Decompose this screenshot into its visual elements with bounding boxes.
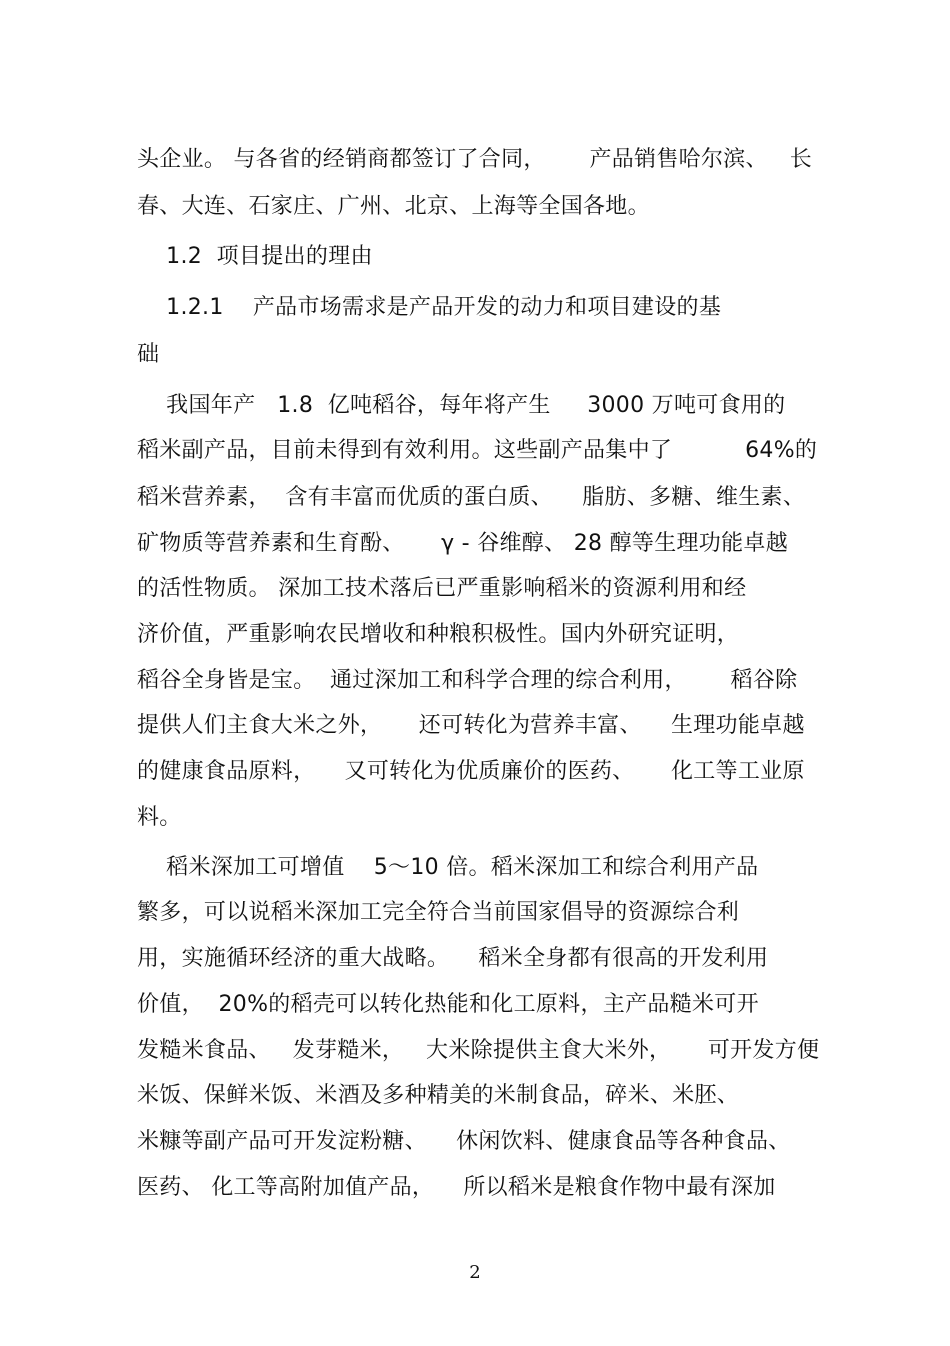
- text-line: 价值， 20%的稻壳可以转化热能和化工原料，主产品糙米可开: [137, 992, 759, 1017]
- text-line: 发糙米食品、 发芽糙米， 大米除提供主食大米外， 可开发方便: [137, 1038, 820, 1063]
- text-line: 料。: [137, 805, 182, 830]
- section-heading: 1.2 项目提出的理由: [137, 244, 373, 269]
- text-line: 的活性物质。 深加工技术落后已严重影响稻米的资源利用和经: [137, 576, 747, 601]
- text-line: 医药、 化工等高附加值产品， 所以稻米是粮食作物中最有深加: [137, 1175, 776, 1200]
- text-line: 米糠等副产品可开发淀粉糖、 休闲饮料、健康食品等各种食品、: [137, 1129, 791, 1154]
- text-line: 稻米副产品，目前未得到有效利用。这些副产品集中了 64%的: [137, 438, 818, 463]
- text-line: 济价值，严重影响农民增收和种粮积极性。国内外研究证明，: [137, 622, 740, 647]
- text-line: 稻米营养素， 含有丰富而优质的蛋白质、 脂肪、多糖、维生素、: [137, 485, 806, 510]
- text-line: 矿物质等营养素和生育酚、 γ - 谷维醇、 28 醇等生理功能卓越: [137, 531, 788, 556]
- text-line: 稻米深加工可增值 5～10 倍。稻米深加工和综合利用产品: [137, 855, 759, 880]
- text-line: 我国年产 1.8 亿吨稻谷，每年将产生 3000 万吨可食用的: [137, 393, 786, 418]
- subsection-heading-continued: 础: [137, 342, 160, 367]
- text-line: 头企业。 与各省的经销商都签订了合同， 产品销售哈尔滨、 长: [137, 147, 813, 172]
- text-line: 米饭、保鲜米饭、米酒及多种精美的米制食品，碎米、米胚、: [137, 1083, 740, 1108]
- text-line: 用，实施循环经济的重大战略。 稻米全身都有很高的开发利用: [137, 946, 769, 971]
- text-line: 提供人们主食大米之外， 还可转化为营养丰富、 生理功能卓越: [137, 713, 805, 738]
- text-line: 稻谷全身皆是宝。 通过深加工和科学合理的综合利用， 稻谷除: [137, 668, 798, 693]
- page-number: 2: [469, 1262, 481, 1283]
- text-line: 的健康食品原料， 又可转化为优质廉价的医药、 化工等工业原: [137, 759, 805, 784]
- text-line: 春、大连、石家庄、广州、北京、上海等全国各地。: [137, 194, 650, 219]
- text-line: 繁多，可以说稻米深加工完全符合当前国家倡导的资源综合利: [137, 900, 740, 925]
- subsection-heading: 1.2.1 产品市场需求是产品开发的动力和项目建设的基: [137, 295, 722, 320]
